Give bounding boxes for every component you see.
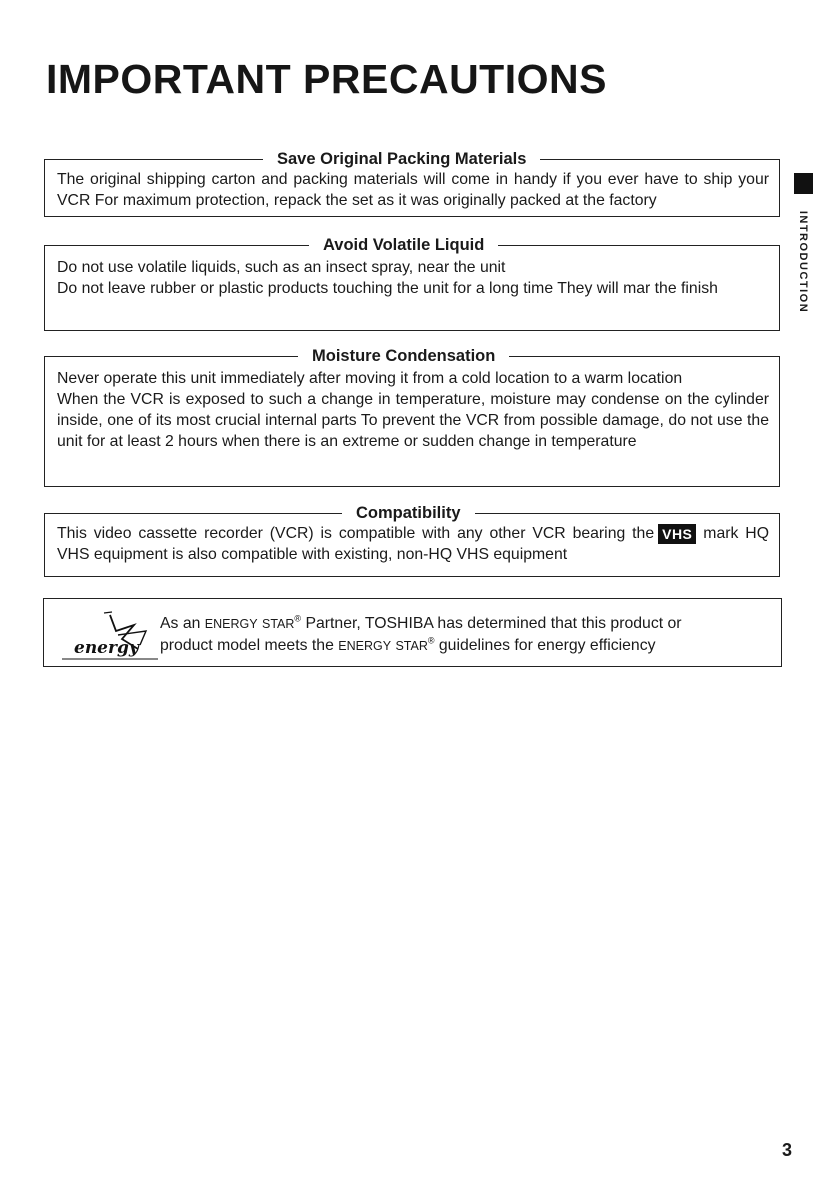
- section-paragraph: Do not leave rubber or plastic products touching the unit for a long time They will mar the finish: [57, 280, 718, 297]
- page-number: 3: [782, 1140, 793, 1160]
- energy-brand-word: ENERGY: [204, 617, 258, 631]
- section-tab-marker: [794, 173, 813, 194]
- section-paragraph: Never operate this unit immediately after moving it from a cold location to a warm location: [57, 370, 683, 387]
- page-title: IMPORTANT PRECAUTIONS: [46, 56, 607, 102]
- energy-brand-word: ENERGY: [338, 639, 392, 653]
- section-packing-materials: [44, 150, 780, 217]
- compatibility-text: This video cassette recorder (VCR) is compatible with any other VCR bearing the: [57, 525, 655, 542]
- energy-text-part: Partner, TOSHIBA has determined that this product or: [305, 615, 682, 632]
- section-volatile-liquid: [44, 236, 780, 331]
- side-section-label: INTRODUCTION: [797, 210, 809, 314]
- star-brand-word: STAR: [395, 639, 428, 653]
- section-heading: Save Original Packing Materials: [277, 150, 527, 168]
- section-paragraph: When the VCR is exposed to such a change in temperature, moisture may condense on the cylinder inside, one of its most crucial internal parts To prevent the VCR from possible damage, do not use the unit for at least 2 hours when there is an extreme or sudden change in temperature: [57, 391, 769, 450]
- section-moisture-condensation: [44, 347, 780, 487]
- section-paragraph: The original shipping carton and packing materials will come in handy if you ever have to ship your VCR For maximum protection, repack the set as it was originally packed at the factory: [57, 171, 769, 209]
- energy-star-notice: [43, 598, 782, 667]
- registered-mark: ®: [427, 635, 435, 646]
- section-heading: Moisture Condensation: [312, 347, 496, 365]
- registered-mark: ®: [294, 613, 302, 624]
- energy-star-logo-icon: [58, 605, 158, 663]
- section-heading: Avoid Volatile Liquid: [323, 236, 485, 254]
- section-heading: Compatibility: [356, 504, 461, 522]
- energy-text-part: As an: [160, 615, 201, 632]
- vhs-logo-icon: VHS: [658, 524, 696, 544]
- energy-logo-text: energy: [74, 638, 139, 658]
- compatibility-text-continued: mark HQ VHS equipment is also compatible with existing, non-HQ VHS equipment: [57, 525, 769, 563]
- star-brand-word: STAR: [261, 617, 295, 631]
- energy-text-part: guidelines for energy efficiency: [438, 637, 656, 654]
- energy-text-part: product model meets the: [160, 637, 334, 654]
- section-paragraph: Do not use volatile liquids, such as an insect spray, near the unit: [57, 259, 506, 276]
- section-compatibility: [44, 504, 780, 577]
